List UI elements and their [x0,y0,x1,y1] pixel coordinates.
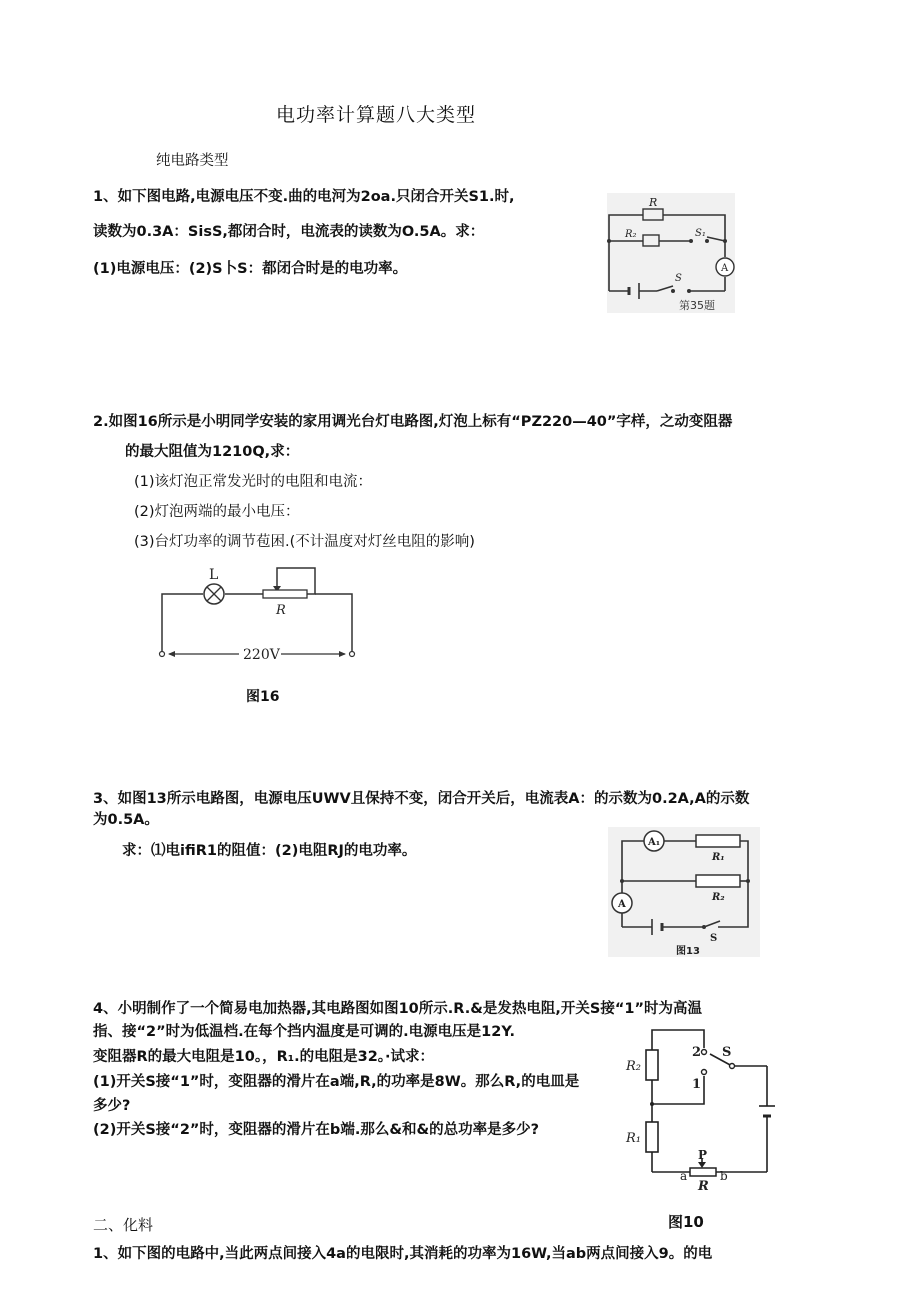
figure-q2-caption: 图16 [246,689,280,705]
label-r1: R₁ [626,1131,641,1146]
q2-line2: 的最大阻值为1210Q,求： [125,444,300,460]
label-end-a: a [680,1169,688,1183]
figure-q3-circuit [608,827,760,957]
section2-heading: 二、化料 [93,1216,154,1234]
resistor-r2 [646,1050,658,1080]
label-s1: S₁ [695,228,706,239]
rheostat [263,590,307,598]
figure-q2-circuit [155,562,365,667]
label-s: S [675,273,682,284]
rheostat-r [690,1168,716,1176]
resistor-r2 [643,235,659,246]
q4-line2: 指、接“2”时为低温档.在每个挡内温度是可调的.电源电压是12Y. [93,1024,515,1040]
q4-line5: 多少? [93,1098,131,1114]
label-contact-2: 2 [692,1045,702,1060]
q1-line1: 1、如下图电路,电源电压不变.曲的电河为2oa.只闭合开关S1.时, [93,189,515,205]
label-r2: R₂ [712,892,725,903]
q3-line3: 求：⑴电ifiR1的阻值：(2)电阻RJ的电功率。 [122,843,417,859]
label-r1: R [649,196,658,209]
label-ammeter: A [721,263,729,274]
label-a1: A₁ [648,837,661,848]
label-rheostat-r: R [698,1179,709,1194]
q5-line1: 1、如下图的电路中,当此两点间接入4a的电限时,其消耗的功率为16W,当ab两点间接入9。的电 [93,1246,713,1262]
label-switch-s: S [722,1045,732,1060]
q3-line2: 为0.5A。 [93,812,159,828]
label-end-b: b [720,1169,728,1183]
q4-line1: 4、小明制作了一个简易电加热器,其电路图如图10所示.R.&是发热电阻,开关S接“1”时为高温 [93,1001,702,1017]
q2-line1: 2.如图16所示是小明同学安装的家用调光台灯电路图,灯泡上标有“PZ220—40”字样，之动变阻器 [93,414,733,430]
q4-line6: (2)开关S接“2”时，变阻器的滑片在b端.那么&和&的总功率是多少? [93,1122,540,1138]
resistor-r2 [696,875,740,887]
label-resistor: R [276,603,286,618]
q1-line2: 读数为0.3A：SisS,都闭合时，电流表的读数为O.5A。求： [93,224,485,240]
q2-item3: (3)台灯功率的调节苞困.(不计温度对灯丝电阻的影响) [134,534,475,550]
q4-line3: 变阻器R的最大电阻是10。，R₁.的电阻是32。·试求： [93,1049,435,1065]
section-heading: 纯电路类型 [156,153,229,169]
label-contact-1: 1 [692,1077,702,1092]
q3-line1: 3、如图13所示电路图，电源电压UWV且保持不变，闭合开关后，电流表A：的示数为0.2A,A的示数 [93,791,750,807]
label-r2: R₂ [626,1059,641,1074]
q2-item2: (2)灯泡两端的最小电压： [134,504,300,520]
label-voltage: 220V [243,647,280,663]
figure-q1-circuit [607,193,735,313]
figure-q4-caption: 图10 [668,1213,704,1231]
label-slider-p: P [698,1148,708,1162]
label-lamp: L [209,567,219,583]
label-a: A [618,899,626,910]
figure-q4-circuit [618,1022,783,1202]
q1-line3: (1)电源电压：(2)S卜S：都闭合时是的电功率。 [93,261,408,277]
label-r1: R₁ [712,852,725,863]
q2-item1: (1)该灯泡正常发光时的电阻和电流： [134,474,373,490]
figure-q1-caption: 第35题 [679,299,715,312]
label-s: S [710,933,718,944]
label-r2: R₂ [625,229,637,240]
figure-q3-caption: 图13 [676,946,700,957]
page-title: 电功率计算题八大类型 [276,104,477,126]
resistor-r1 [696,835,740,847]
q4-line4: (1)开关S接“1”时，变阻器的滑片在a端,R,的功率是8W。那么R,的电皿是 [93,1074,580,1090]
resistor-r1 [646,1122,658,1152]
resistor-r1 [643,209,663,220]
